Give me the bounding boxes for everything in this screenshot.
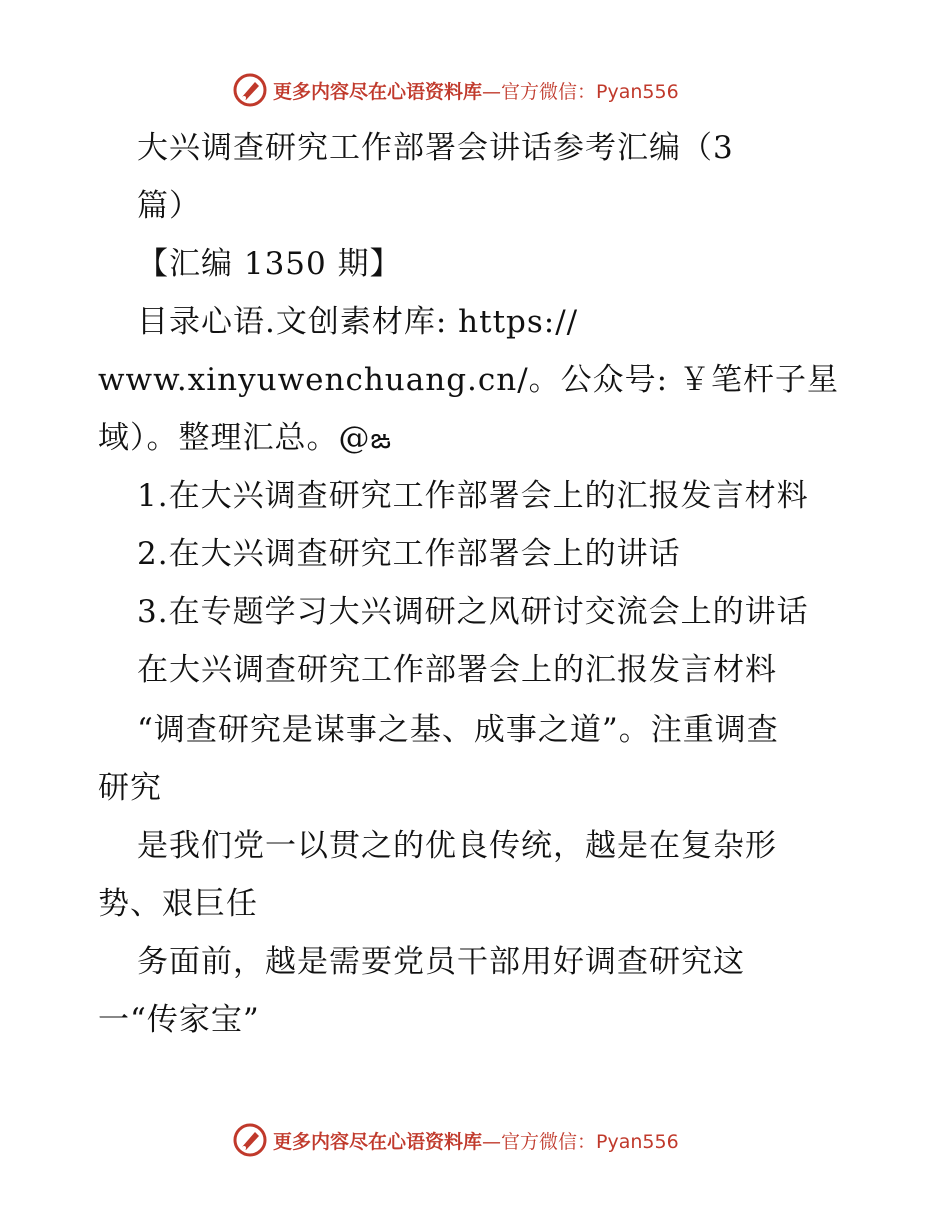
source-line-3-text: 域）。整理汇总。@ <box>98 420 371 456</box>
source-line-2: www.xinyuwenchuang.cn/。公众号: ￥笔杆子星 <box>98 362 839 398</box>
watermark-brand: 更多内容尽在心语资料库 <box>273 1130 483 1153</box>
body-line: 是我们党一以贯之的优良传统，越是在复杂形 <box>137 828 777 864</box>
doc-title-line-2: 篇） <box>137 188 201 224</box>
body-line: 研究 <box>98 770 162 806</box>
body-line: 务面前，越是需要党员干部用好调查研究这 <box>137 944 745 980</box>
watermark-wechat: 官方微信：Pyan556 <box>501 80 679 103</box>
body-line: 势、艰巨任 <box>98 886 258 922</box>
footer-watermark <box>233 1120 753 1160</box>
pen-logo-icon <box>233 1123 267 1157</box>
source-mark: ఙ <box>370 422 392 455</box>
watermark-brand: 更多内容尽在心语资料库 <box>273 80 483 103</box>
body-line: “调查研究是谋事之基、成事之道”。注重调查 <box>137 712 779 748</box>
body-line: 一“传家宝” <box>98 1002 260 1038</box>
source-line-3 <box>98 418 392 459</box>
watermark-separator: — <box>482 1130 502 1153</box>
source-line-1: 目录心语.文创素材库: https:// <box>137 304 579 340</box>
doc-title-line-1: 大兴调查研究工作部署会讲话参考汇编（3 <box>137 130 734 166</box>
toc-item: 3.在专题学习大兴调研之风研讨交流会上的讲话 <box>137 594 809 630</box>
watermark-separator: — <box>482 80 502 103</box>
issue-number: 【汇编 1350 期】 <box>137 246 402 282</box>
toc-item: 2.在大兴调查研究工作部署会上的讲话 <box>137 536 681 572</box>
watermark-text <box>273 1127 679 1154</box>
toc-item: 1.在大兴调查研究工作部署会上的汇报发言材料 <box>137 478 809 514</box>
watermark-wechat: 官方微信：Pyan556 <box>501 1130 679 1153</box>
section-heading: 在大兴调查研究工作部署会上的汇报发言材料 <box>137 652 777 688</box>
